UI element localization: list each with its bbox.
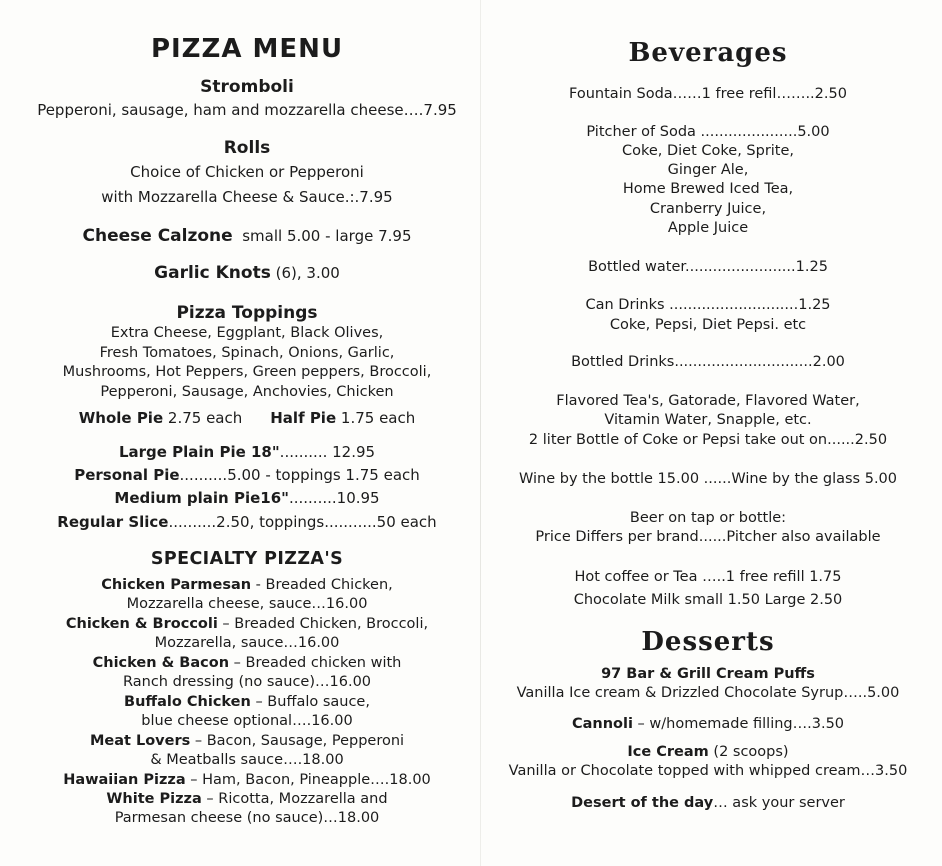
garlic-knots-item [22, 264, 472, 284]
pitcher-choice: Ginger Ale, [667, 162, 749, 178]
whole-pie-price: 2.75 each [167, 409, 243, 427]
beverages-column [492, 0, 924, 866]
desserts-title: Desserts [641, 627, 775, 657]
garlic-knots-name: Garlic Knots [154, 263, 271, 283]
specialty-desc: Ranch dressing (no sauce)…16.00 [122, 674, 372, 690]
specialty-desc: – Ricotta, Mozzarella and [201, 791, 388, 807]
specialty-desc: Parmesan cheese (no sauce)…18.00 [114, 810, 380, 826]
ice-cream-item [492, 743, 924, 762]
pizza-menu-title: PIZZA MENU [150, 34, 344, 64]
garlic-knots-price: (6), 3.00 [275, 264, 340, 282]
pie-price: ..........10.95 [288, 489, 380, 507]
can-drinks: Can Drinks ............................1.25 [585, 297, 831, 313]
cream-puffs-desc: Vanilla Ice cream & Drizzled Chocolate Syrup…..5.00 [516, 685, 900, 701]
beer-line: Price Differs per brand......Pitcher also available [535, 529, 881, 545]
pie-price: ..........2.50, toppings...........50 each [168, 513, 437, 531]
specialty-item [22, 576, 472, 614]
ice-cream-name: Ice Cream [627, 744, 709, 760]
calzone-item [22, 227, 472, 247]
pie-item [22, 489, 472, 509]
specialty-name: Buffalo Chicken [124, 694, 251, 710]
rolls-heading: Rolls [223, 138, 271, 158]
pitcher-choice: Apple Juice [667, 220, 749, 236]
specialty-name: Chicken & Broccoli [65, 616, 218, 632]
bottled-drinks: Bottled Drinks..............................2.00 [571, 354, 845, 370]
hot-drinks-line: Chocolate Milk small 1.50 Large 2.50 [573, 592, 843, 608]
stromboli-heading: Stromboli [200, 77, 294, 97]
rolls-line-1: Choice of Chicken or Pepperoni [130, 163, 364, 181]
fountain-soda: Fountain Soda……1 free refil……..2.50 [569, 86, 847, 102]
beverages-title: Beverages [628, 38, 788, 68]
half-pie-label: Half Pie [270, 409, 337, 427]
ice-cream-desc: Vanilla or Chocolate topped with whipped cream…3.50 [508, 763, 908, 779]
pie-name: Medium plain Pie16" [114, 489, 289, 507]
specialty-name: White Pizza [106, 791, 202, 807]
pizza-menu-column [22, 0, 472, 866]
topping-prices [22, 409, 472, 429]
can-drinks-choices: Coke, Pepsi, Diet Pepsi. etc [609, 317, 807, 333]
half-pie-price: 1.75 each [340, 409, 416, 427]
pie-name: Personal Pie [74, 466, 180, 484]
cream-puffs-name: 97 Bar & Grill Cream Puffs [601, 666, 815, 682]
pie-name: Large Plain Pie 18" [118, 443, 280, 461]
desert-of-day-item [492, 794, 924, 813]
specialty-item [22, 790, 472, 828]
desert-of-day-desc: … ask your server [713, 795, 845, 811]
specialty-desc: – Breaded chicken with [229, 655, 402, 671]
beer-line: Beer on tap or bottle: [629, 510, 787, 526]
flavored-line: 2 liter Bottle of Coke or Pepsi take out on......2.50 [528, 432, 888, 448]
page-fold [480, 0, 481, 866]
specialty-name: Chicken Parmesan [101, 577, 252, 593]
specialty-item [22, 693, 472, 731]
bottled-water: Bottled water........................1.25 [588, 259, 828, 275]
pie-item [22, 443, 472, 463]
calzone-price: small 5.00 - large 7.95 [242, 227, 412, 245]
toppings-line: Mushrooms, Hot Peppers, Green peppers, Broccoli, [62, 364, 432, 380]
specialty-desc: – Bacon, Sausage, Pepperoni [190, 733, 405, 749]
specialty-name: Hawaiian Pizza [63, 772, 186, 788]
flavored-line: Vitamin Water, Snapple, etc. [604, 412, 812, 428]
flavored-line: Flavored Tea's, Gatorade, Flavored Water, [556, 393, 860, 409]
pitcher-choice: Home Brewed Iced Tea, [622, 181, 794, 197]
pie-price: ..........5.00 - toppings 1.75 each [179, 466, 420, 484]
cannoli-item [492, 715, 924, 734]
specialty-desc: – Ham, Bacon, Pineapple….18.00 [185, 772, 431, 788]
pie-item [22, 513, 472, 533]
specialty-name: Chicken & Bacon [92, 655, 230, 671]
pitcher-soda: Pitcher of Soda .....................5.00 [586, 124, 830, 140]
specialty-desc: & Meatballs sauce….18.00 [150, 752, 344, 768]
hot-drinks-line: Hot coffee or Tea …..1 free refill 1.75 [574, 569, 842, 585]
specialty-item [22, 732, 472, 770]
whole-pie-label: Whole Pie [78, 409, 164, 427]
specialty-desc: – Breaded Chicken, Broccoli, [217, 616, 429, 632]
specialty-desc: – Buffalo sauce, [250, 694, 370, 710]
specialty-desc: blue cheese optional….16.00 [141, 713, 353, 729]
specialty-item [22, 615, 472, 653]
specialty-name: Meat Lovers [89, 733, 191, 749]
specialty-desc: Mozzarella cheese, sauce…16.00 [126, 596, 368, 612]
calzone-name: Cheese Calzone [82, 226, 233, 246]
toppings-heading: Pizza Toppings [176, 303, 318, 323]
pitcher-choice: Cranberry Juice, [649, 201, 767, 217]
rolls-line-2: with Mozzarella Cheese & Sauce.:.7.95 [101, 188, 393, 206]
wine: Wine by the bottle 15.00 ......Wine by the glass 5.00 [518, 471, 898, 487]
toppings-line: Extra Cheese, Eggplant, Black Olives, [110, 325, 384, 341]
specialty-desc: - Breaded Chicken, [251, 577, 393, 593]
desert-of-day-name: Desert of the day [571, 795, 714, 811]
specialty-item [22, 771, 472, 790]
pie-item [22, 466, 472, 486]
specialty-heading: SPECIALTY PIZZA'S [150, 549, 344, 569]
pitcher-choice: Coke, Diet Coke, Sprite, [621, 143, 795, 159]
toppings-line: Pepperoni, Sausage, Anchovies, Chicken [100, 384, 394, 400]
ice-cream-qty: (2 scoops) [708, 744, 789, 760]
toppings-line: Fresh Tomatoes, Spinach, Onions, Garlic, [99, 345, 395, 361]
stromboli-desc: Pepperoni, sausage, ham and mozzarella cheese….7.95 [37, 101, 457, 119]
cannoli-desc: – w/homemade filling….3.50 [632, 716, 845, 732]
specialty-item [22, 654, 472, 692]
pie-price: .......... 12.95 [279, 443, 376, 461]
cannoli-name: Cannoli [571, 716, 633, 732]
specialty-desc: Mozzarella, sauce…16.00 [154, 635, 340, 651]
pie-name: Regular Slice [57, 513, 169, 531]
